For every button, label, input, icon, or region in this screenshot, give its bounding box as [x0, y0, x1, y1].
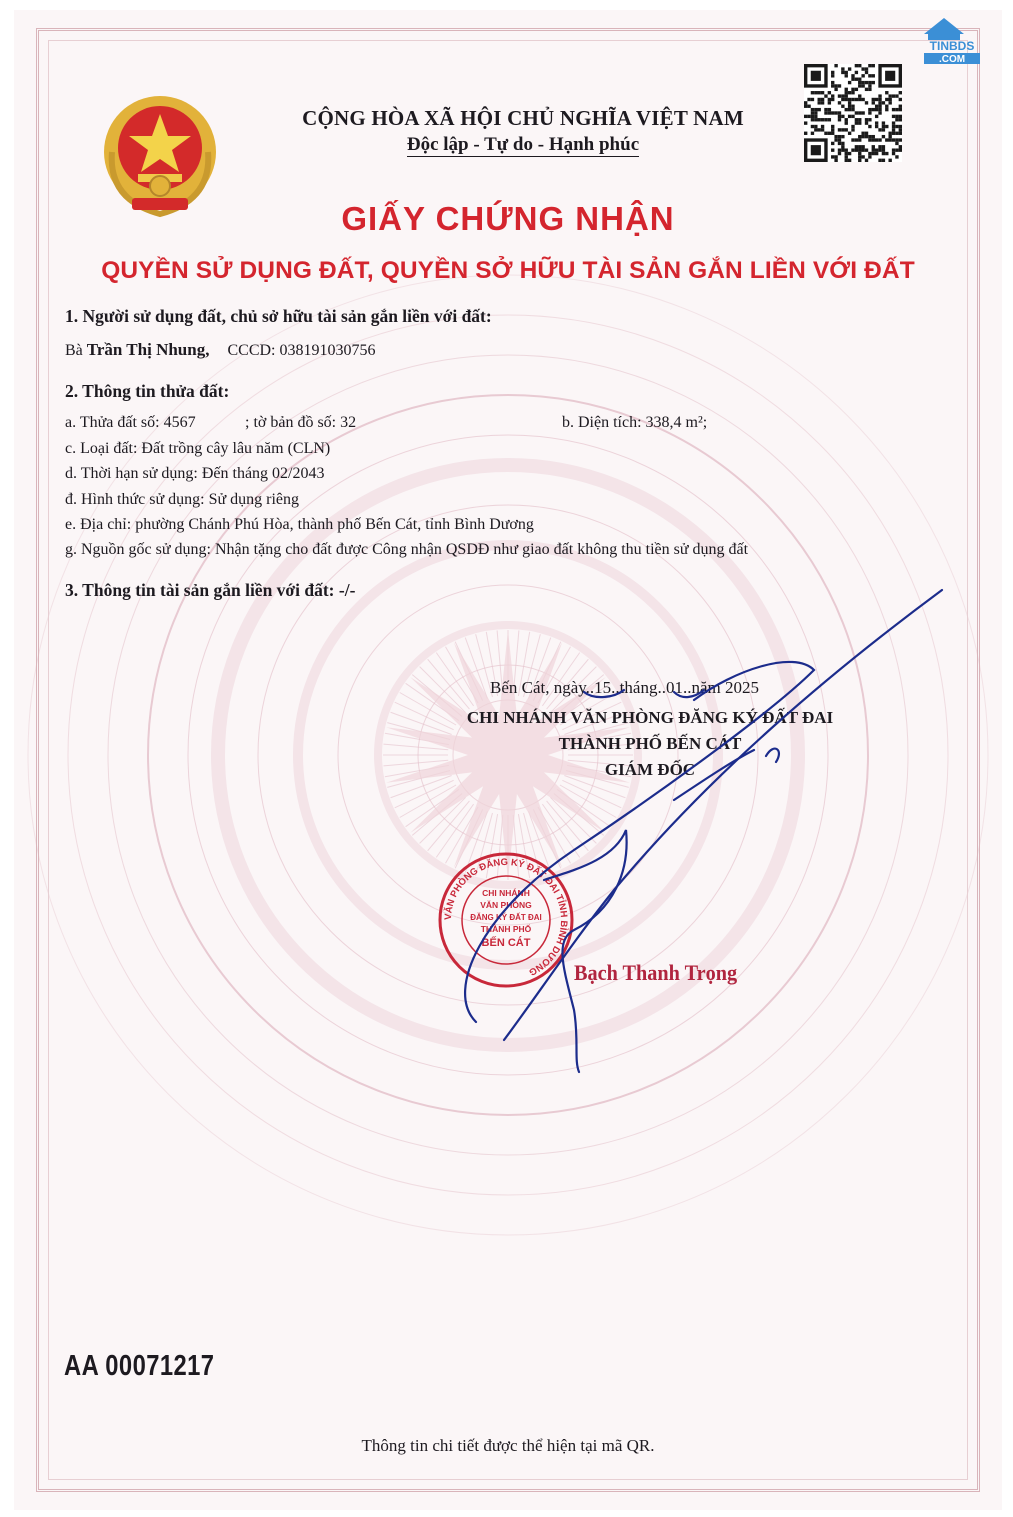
- owner-line: [65, 340, 375, 360]
- place-date: Bến Cát, ngày..15..tháng..01..năm 2025: [490, 678, 759, 697]
- issuing-office: CHI NHÁNH VĂN PHÒNG ĐĂNG KÝ ĐẤT ĐAI: [466, 708, 834, 727]
- usage-term: d. Thời hạn sử dụng: Đến tháng 02/2043: [65, 465, 325, 482]
- stamp-line-5: BẾN CÁT: [481, 937, 531, 949]
- signer-position: GIÁM ĐỐC: [604, 760, 696, 779]
- owner-title-prefix: Bà: [65, 342, 83, 359]
- section1-heading: 1. Người sử dụng đất, chủ sở hữu tài sản gắn liền với đất:: [65, 306, 492, 326]
- motto: [14, 134, 1002, 156]
- map-sheet-number: ; tờ bản đồ số: 32: [245, 414, 357, 431]
- stamp-ring-text: VĂN PHÒNG ĐĂNG KÝ ĐẤT ĐAI TỈNH BÌNH DƯƠNG: [442, 856, 570, 978]
- tinbds-watermark-logo: [904, 12, 1000, 64]
- signer-name: Bạch Thanh Trọng: [574, 960, 738, 985]
- stamp-line-2: VĂN PHÒNG: [480, 900, 532, 910]
- document-subtitle: QUYỀN SỬ DỤNG ĐẤT, QUYỀN SỞ HỮU TÀI SẢN GẮN LIỀN VỚI ĐẤT: [101, 257, 915, 284]
- land-type: c. Loại đất: Đất trồng cây lâu năm (CLN): [65, 440, 331, 457]
- stamp-line-1: CHI NHÁNH: [482, 888, 530, 898]
- official-red-stamp: [436, 850, 576, 990]
- issuing-city: THÀNH PHỐ BẾN CÁT: [558, 734, 742, 753]
- watermark-line1: TINBDS: [929, 39, 975, 53]
- parcel-area: b. Diện tích: 338,4 m²;: [562, 414, 708, 431]
- document-title: GIẤY CHỨNG NHẬN: [341, 200, 675, 237]
- motto-text: Độc lập - Tự do - Hạnh phúc: [406, 134, 640, 155]
- watermark-line2: .COM: [938, 54, 966, 64]
- owner-name: Trần Thị Nhung,: [86, 340, 210, 359]
- serial-number: AA 00071217: [64, 1350, 215, 1382]
- parcel-number: a. Thửa đất số: 4567: [65, 414, 196, 431]
- certificate-sheet: [14, 10, 1002, 1510]
- owner-id: CCCD: 038191030756: [227, 342, 376, 359]
- footer-note: Thông tin chi tiết được thể hiện tại mã QR.: [361, 1436, 655, 1455]
- usage-form: đ. Hình thức sử dụng: Sử dụng riêng: [65, 491, 300, 508]
- stamp-line-3: ĐĂNG KÝ ĐẤT ĐAI: [470, 913, 542, 922]
- usage-origin: g. Nguồn gốc sử dụng: Nhận tặng cho đất được Công nhận QSDĐ như giao đất không thu tiền sử dụng đất: [65, 541, 749, 558]
- stamp-line-4: THÀNH PHỐ: [480, 924, 532, 934]
- section3-heading: 3. Thông tin tài sản gắn liền với đất: -/-: [65, 580, 356, 600]
- parcel-address: e. Địa chỉ: phường Chánh Phú Hòa, thành phố Bến Cát, tỉnh Bình Dương: [65, 516, 534, 533]
- section2-heading: 2. Thông tin thửa đất:: [65, 381, 230, 401]
- nation-heading: CỘNG HÒA XÃ HỘI CHỦ NGHĨA VIỆT NAM: [302, 106, 744, 130]
